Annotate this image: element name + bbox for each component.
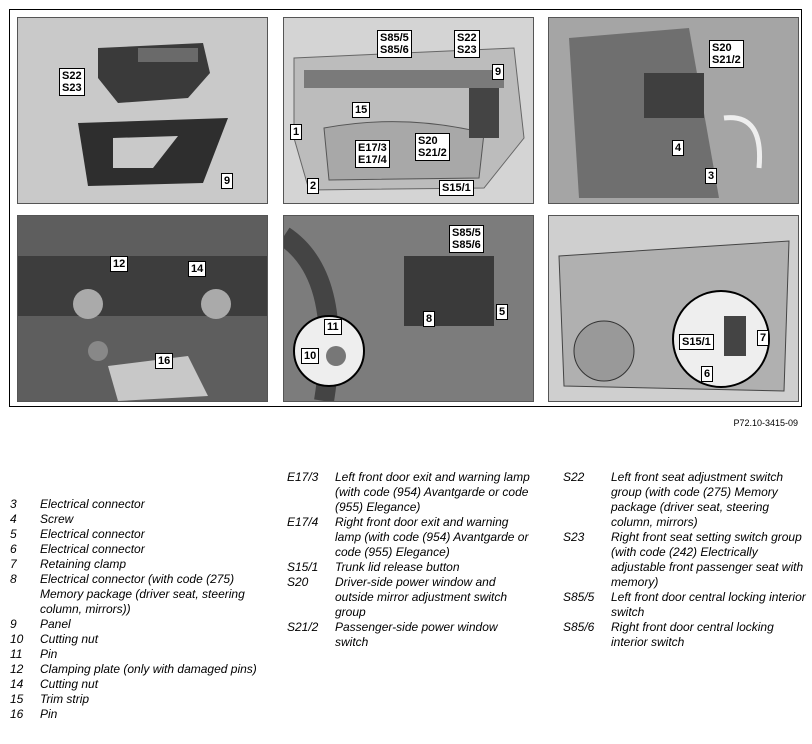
legend-code: S20 bbox=[287, 575, 309, 589]
callout-label: 4 bbox=[672, 140, 684, 156]
legend-number: 16 bbox=[10, 707, 24, 721]
legend-item bbox=[10, 632, 270, 647]
callout-label: 8 bbox=[423, 311, 435, 327]
legend-item bbox=[10, 707, 270, 722]
callout-label: 3 bbox=[705, 168, 717, 184]
legend-code: S85/6 bbox=[563, 620, 595, 634]
figure-reference: P72.10-3415-09 bbox=[733, 418, 798, 428]
legend-text: Left front seat adjustment switch group (with code (275) Memory package (driver seat, steering column, mirrors) bbox=[611, 470, 784, 529]
legend-number: 15 bbox=[10, 692, 24, 706]
panel-seat-switch bbox=[17, 17, 268, 204]
callout-label: E17/3 E17/4 bbox=[355, 140, 390, 168]
legend-item bbox=[10, 647, 270, 662]
legend-text: Right front door central locking interior switch bbox=[611, 620, 774, 649]
legend-number: 5 bbox=[10, 527, 17, 541]
legend-item bbox=[10, 662, 270, 677]
legend-code: S22 bbox=[563, 470, 585, 484]
legend-code: S23 bbox=[563, 530, 585, 544]
legend-item bbox=[563, 470, 808, 530]
callout-label: 15 bbox=[352, 102, 370, 118]
panel-door-interior bbox=[548, 215, 799, 402]
legend-item bbox=[10, 572, 270, 617]
callout-label: S22 S23 bbox=[454, 30, 480, 58]
legend-code: E17/3 bbox=[287, 470, 319, 484]
legend-text: Right front door exit and warning lamp (with code (954) Avantgarde or code (955) Elegance) bbox=[335, 515, 529, 559]
legend-item bbox=[10, 677, 270, 692]
callout-label: S85/5 S85/6 bbox=[449, 225, 484, 253]
legend-text: Right front seat setting switch group (with code (242) Electrically adjustable front passenger seat with memory) bbox=[611, 530, 804, 589]
legend-item bbox=[10, 557, 270, 572]
legend-item bbox=[287, 575, 532, 620]
legend-text: Clamping plate (only with damaged pins) bbox=[40, 662, 257, 676]
legend-number: 10 bbox=[10, 632, 24, 646]
legend-item bbox=[10, 617, 270, 632]
callout-label: S15/1 bbox=[439, 180, 474, 196]
legend-text: Retaining clamp bbox=[40, 557, 127, 571]
legend-text: Driver-side power window and outside mirror adjustment switch group bbox=[335, 575, 508, 619]
callout-label: 14 bbox=[188, 261, 206, 277]
legend-text: Electrical connector bbox=[40, 497, 145, 511]
legend-number: 6 bbox=[10, 542, 17, 556]
legend-number: 7 bbox=[10, 557, 17, 571]
legend-text: Left front door exit and warning lamp (with code (954) Avantgarde or code (955) Elegance) bbox=[335, 470, 530, 514]
legend-item bbox=[287, 560, 532, 575]
legend-code: S15/1 bbox=[287, 560, 319, 574]
legend-item bbox=[10, 692, 270, 707]
legend-item bbox=[563, 530, 808, 590]
legend-number: 8 bbox=[10, 572, 17, 586]
callout-label: S85/5 S85/6 bbox=[377, 30, 412, 58]
callout-label: S20 S21/2 bbox=[415, 133, 450, 161]
legend-middle bbox=[287, 470, 532, 650]
legend-number: 4 bbox=[10, 512, 17, 526]
panel-connectors bbox=[283, 215, 534, 402]
legend-text: Electrical connector bbox=[40, 527, 145, 541]
callout-label: 11 bbox=[324, 319, 342, 335]
legend-code: E17/4 bbox=[287, 515, 319, 529]
legend-item bbox=[10, 542, 270, 557]
legend-item bbox=[10, 497, 270, 512]
legend-number: 9 bbox=[10, 617, 17, 631]
legend-number: 14 bbox=[10, 677, 24, 691]
callout-label: 2 bbox=[307, 178, 319, 194]
legend-text: Cutting nut bbox=[40, 677, 99, 691]
legend-text: Trunk lid release button bbox=[335, 560, 460, 574]
legend-code: S85/5 bbox=[563, 590, 595, 604]
callout-label: 9 bbox=[492, 64, 504, 80]
panel-switch-group bbox=[548, 17, 799, 204]
legend-text: Electrical connector bbox=[40, 542, 145, 556]
legend-item bbox=[287, 620, 532, 650]
legend-text: Trim strip bbox=[40, 692, 90, 706]
legend-item bbox=[563, 590, 808, 620]
legend-item bbox=[287, 515, 532, 560]
callout-label: S22 S23 bbox=[59, 68, 85, 96]
legend-number: 11 bbox=[10, 647, 23, 661]
legend-number: 12 bbox=[10, 662, 24, 676]
callout-label: 7 bbox=[757, 330, 769, 346]
panel-door-trim bbox=[283, 17, 534, 204]
legend-text: Screw bbox=[40, 512, 74, 526]
legend-number: 3 bbox=[10, 497, 17, 511]
door-interior-drawing bbox=[549, 216, 798, 401]
legend-text: Left front door central locking interior switch bbox=[611, 590, 806, 619]
panel-clamping-plate bbox=[17, 215, 268, 402]
legend-text: Pin bbox=[40, 647, 58, 661]
legend-right bbox=[563, 470, 808, 650]
legend-item bbox=[10, 512, 270, 527]
legend-item bbox=[10, 527, 270, 542]
illustration-figure bbox=[9, 9, 802, 407]
legend-text: Pin bbox=[40, 707, 58, 721]
callout-label: 5 bbox=[496, 304, 508, 320]
callout-label: 10 bbox=[301, 348, 319, 364]
callout-label: 9 bbox=[221, 173, 233, 189]
callout-label: S20 S21/2 bbox=[709, 40, 744, 68]
clamping-plate-drawing bbox=[18, 216, 267, 401]
legend-text: Panel bbox=[40, 617, 71, 631]
legend-text: Passenger-side power window switch bbox=[335, 620, 498, 649]
legend-code: S21/2 bbox=[287, 620, 319, 634]
legend-text: Cutting nut bbox=[40, 632, 99, 646]
legend-text: Electrical connector (with code (275) Memory package (driver seat, steering column, mirrors)) bbox=[40, 572, 245, 616]
switch-group-drawing bbox=[549, 18, 798, 203]
legend-item bbox=[287, 470, 532, 515]
callout-label: 1 bbox=[290, 124, 302, 140]
legend-item bbox=[563, 620, 808, 650]
callout-label: 6 bbox=[701, 366, 713, 382]
legend-left bbox=[10, 497, 270, 722]
callout-label: 12 bbox=[110, 256, 128, 272]
callout-label: S15/1 bbox=[679, 334, 714, 350]
callout-label: 16 bbox=[155, 353, 173, 369]
